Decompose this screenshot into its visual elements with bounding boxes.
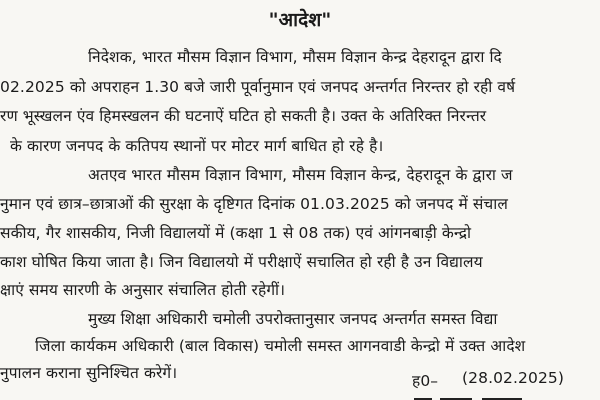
signature-text-fragment: [412, 393, 552, 400]
paragraph-2-line-4: काश घोषित किया जाता है। जिन विद्यालयो में परीक्षाऐं सचालित हो रही है उन विद्यालय: [0, 253, 483, 271]
paragraph-2-line-3: सकीय, गैर शासकीय, निजी विद्यालयों में (कक्षा 1 से 08 तक) एवं आंगनबाड़ी केन्द्रो: [0, 224, 472, 242]
signature-date: (28.02.2025): [462, 369, 565, 387]
paragraph-1-line-1: निदेशक, भारत मौसम विज्ञान विभाग, मौसम विज्ञान केन्द्र देहरादून द्वारा दि: [88, 48, 502, 66]
paragraph-2-line-2: नुमान एवं छात्र–छात्राओं की सुरक्षा के दृष्टिगत दिनांक 01.03.2025 को जनपद में संचाल: [0, 195, 508, 213]
paragraph-1-line-3: रण भूस्खलन एंव हिमस्खलन की घटनाऐं घटित हो सकती है। उक्त के अतिरिक्त निरन्तर: [0, 107, 487, 125]
paragraph-2-line-1: अतएव भारत मौसम विज्ञान विभाग, मौसम विज्ञान केन्द्र, देहरादून के द्वारा ज: [88, 166, 513, 184]
paragraph-3-line-1: मुख्य शिक्षा अधिकारी चमोली उपरोक्तानुसार जनपद अन्तर्गत समस्त विद्या: [88, 310, 498, 328]
paragraph-1-line-4: के कारण जनपद के कतिपय स्थानों पर मोटर मार्ग बाधित हो रहे है।: [10, 137, 384, 155]
paragraph-1-line-2: 02.2025 को अपराहन 1.30 बजे जारी पूर्वानुमान एवं जनपद अन्तर्गत निरन्तर हो रही वर्ष: [0, 78, 516, 96]
paragraph-3-line-3: नुपालन कराना सुनिश्चित करेगें।: [0, 364, 178, 382]
paragraph-2-line-5: क्षाएं समय सारणी के अनुसार संचालित होती रहेगीं।: [0, 281, 286, 299]
paragraph-3-line-2: जिला कार्यकम अधिकारी (बाल विकास) चमोली समस्त आगनवाडी केन्द्रो में उक्त आदेश: [35, 337, 526, 355]
document-title: "आदेश": [268, 9, 332, 31]
signature-ref: ह0–: [412, 372, 439, 390]
